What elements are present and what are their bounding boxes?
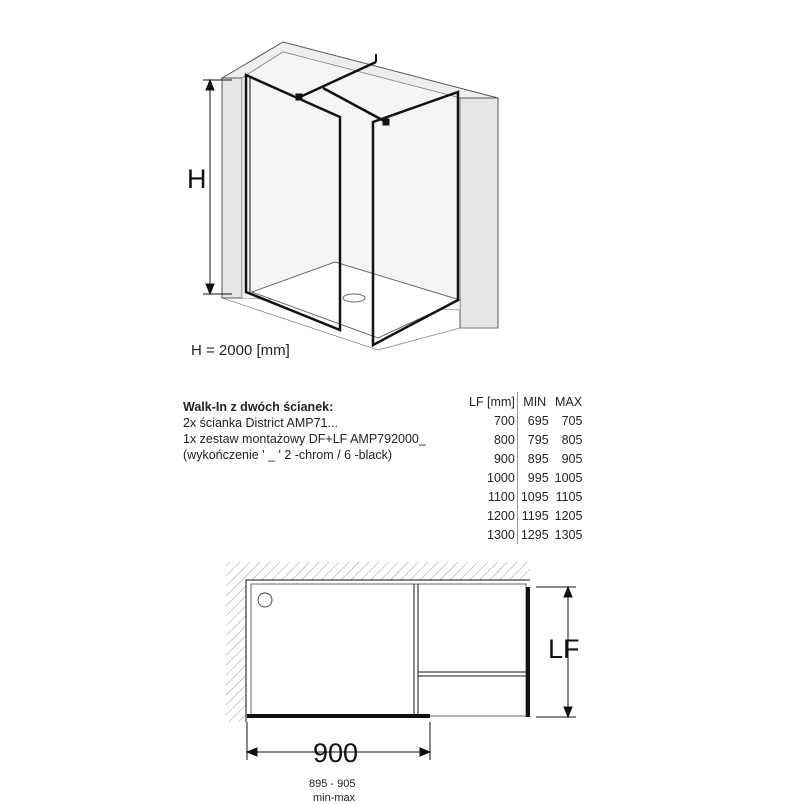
lf-label: LF <box>548 634 580 664</box>
table-header-row <box>466 392 585 411</box>
width-value: 900 <box>313 738 359 768</box>
height-label: H <box>187 164 207 194</box>
table-cell: 695 <box>527 413 549 428</box>
description <box>183 400 426 464</box>
description-line: 2x ścianka District AMP71... <box>183 416 338 430</box>
width-range: 895 - 905 <box>309 778 356 790</box>
table-cell: 705 <box>561 413 583 428</box>
plan-drain <box>258 593 272 607</box>
width-minmax: min-max <box>313 792 356 804</box>
table-cell: 900 <box>466 449 517 468</box>
table-cell: 895 <box>527 451 549 466</box>
column-header: MIN <box>523 394 547 409</box>
right-wall <box>460 98 498 328</box>
table-cell: 795 <box>527 432 549 447</box>
table-row <box>466 506 585 525</box>
perspective-view <box>203 42 498 350</box>
left-wall <box>222 78 242 298</box>
description-title: Walk-In z dwóch ścianek: <box>183 400 334 414</box>
table-cell: 905 <box>561 451 583 466</box>
plan-tray <box>251 584 526 716</box>
table-cell: 1000 <box>466 468 517 487</box>
description-line: 1x zestaw montażowy DF+LF AMP792000_ <box>183 432 426 446</box>
table-cell: 700 <box>466 411 517 430</box>
table-cell: 1305 <box>554 527 583 542</box>
drain <box>343 294 365 302</box>
table-row <box>466 468 585 487</box>
table-row <box>466 487 585 506</box>
description-line: (wykończenie ' _ ' 2 -chrom / 6 -black) <box>183 448 393 462</box>
table-cell: 1300 <box>466 525 517 544</box>
size-table <box>466 392 586 544</box>
table-cell: 1095 <box>520 489 549 504</box>
table-cell: 995 <box>527 470 549 485</box>
table-cell: 1105 <box>555 489 583 504</box>
plan-front-glass <box>247 714 430 718</box>
plan-view <box>226 562 576 760</box>
plan-right-glass <box>526 587 530 717</box>
column-header: LF [mm] <box>466 392 517 411</box>
table-cell: 1205 <box>554 508 583 523</box>
table-cell: 1005 <box>554 470 583 485</box>
table-row <box>466 525 585 544</box>
table-cell: 1100 <box>466 487 517 506</box>
table-cell: 1200 <box>466 506 517 525</box>
column-header: MAX <box>555 394 583 409</box>
table-row <box>466 449 585 468</box>
table-row <box>466 411 585 430</box>
height-value: H = 2000 [mm] <box>191 342 290 359</box>
table-row <box>466 430 585 449</box>
table-cell: 1295 <box>520 527 549 542</box>
table-cell: 805 <box>561 432 583 447</box>
table-cell: 1195 <box>521 508 549 523</box>
table-cell: 800 <box>466 430 517 449</box>
